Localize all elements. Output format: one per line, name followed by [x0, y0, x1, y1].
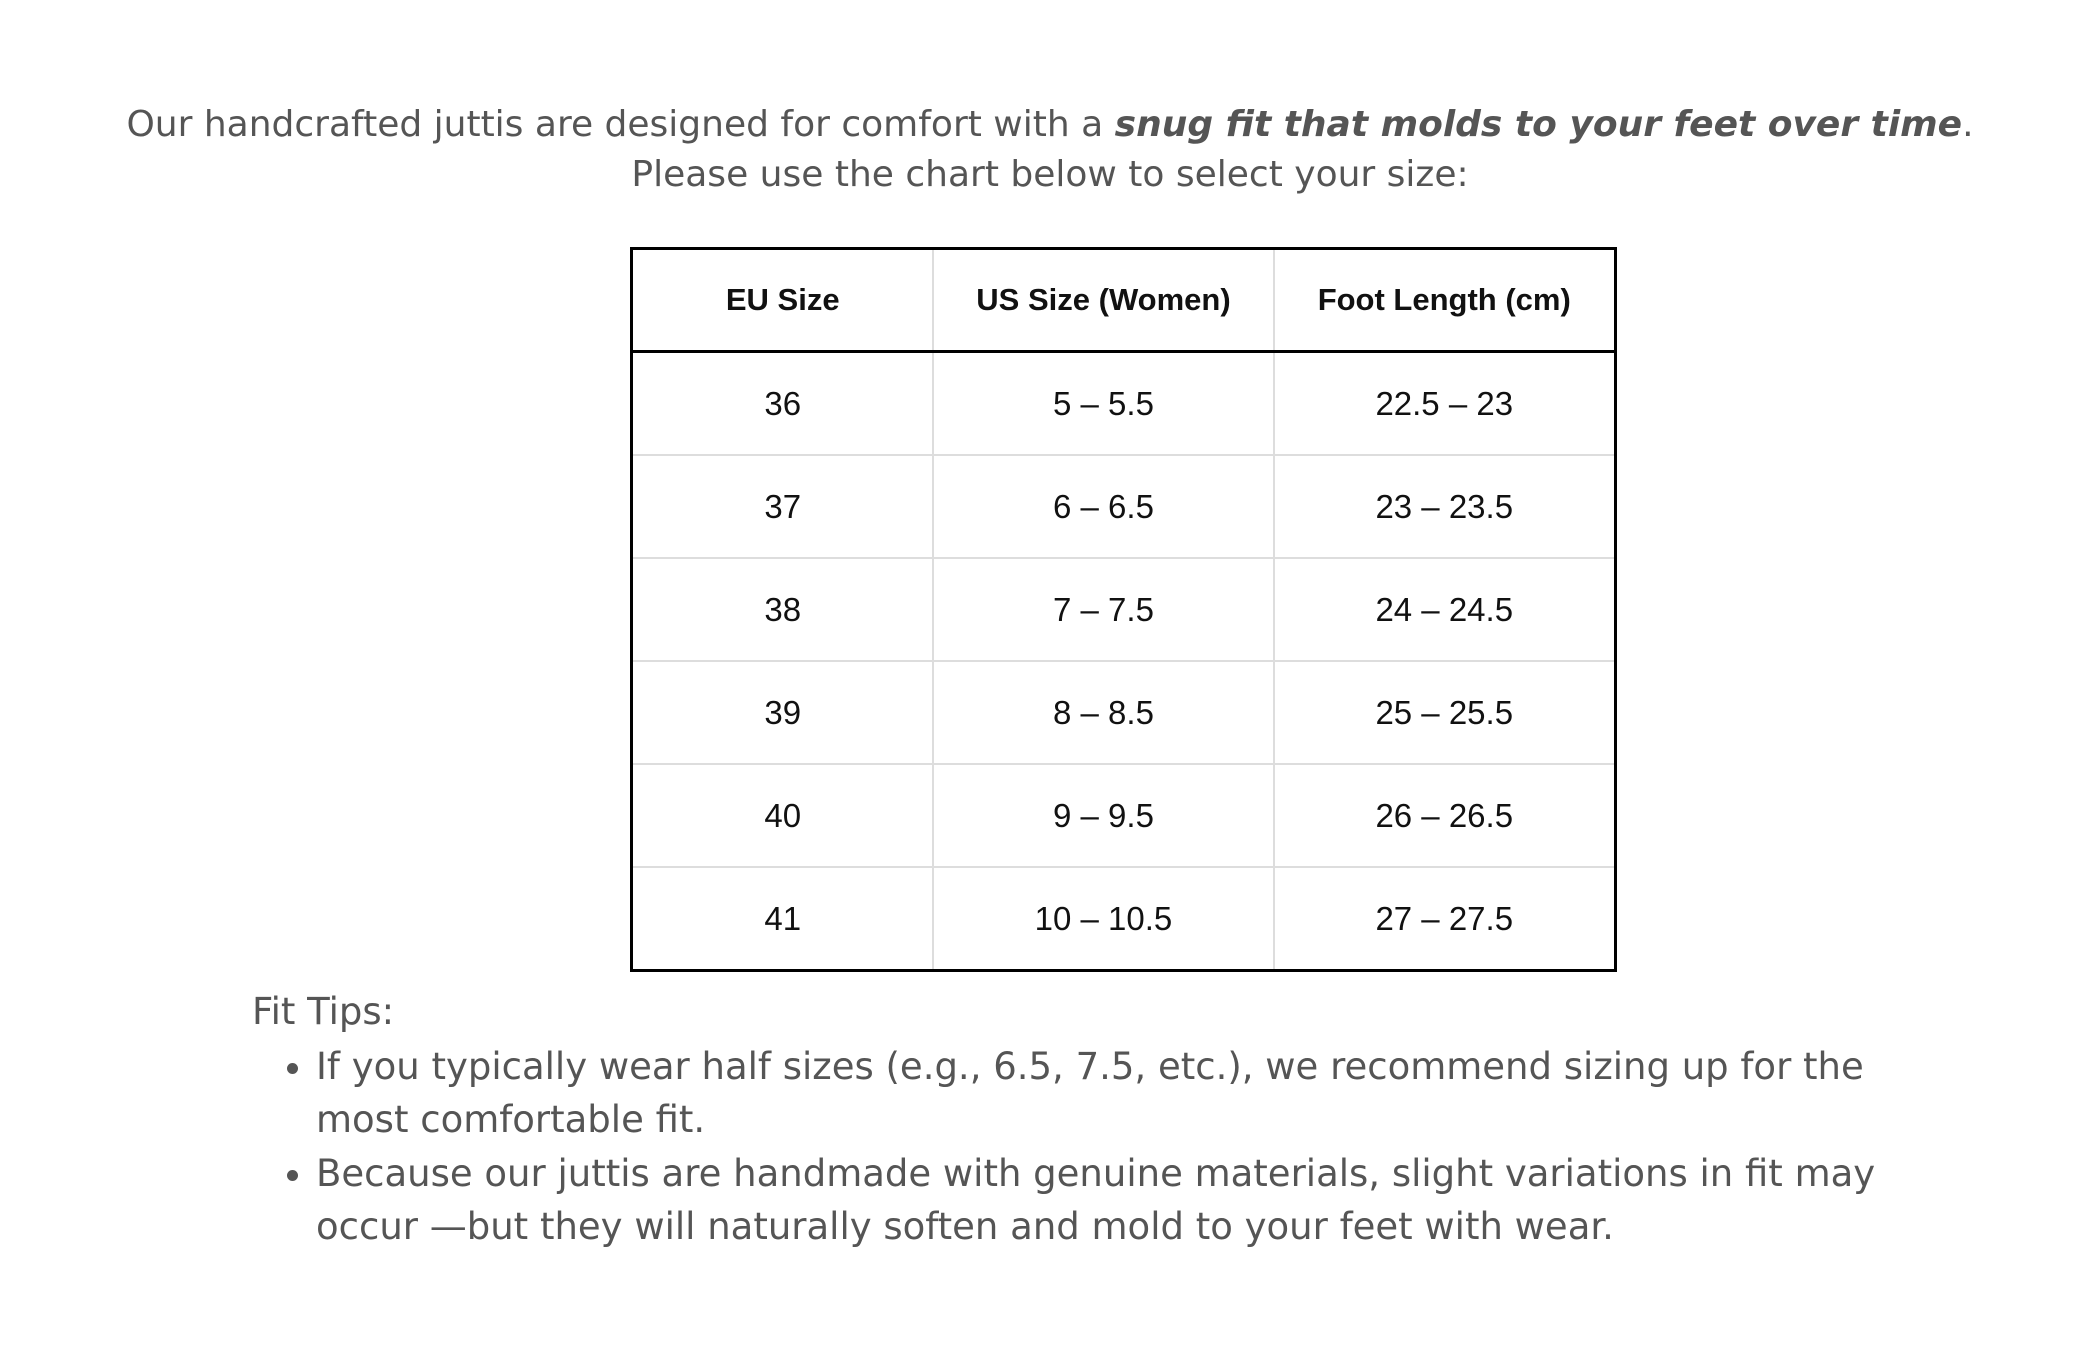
table-header-row	[632, 249, 1616, 352]
cell-foot-length: 26 – 26.5	[1274, 764, 1616, 867]
cell-eu-size: 37	[632, 455, 934, 558]
cell-foot-length: 25 – 25.5	[1274, 661, 1616, 764]
intro-line-1	[0, 100, 2100, 150]
header-eu-size: EU Size	[632, 249, 934, 352]
cell-us-size: 8 – 8.5	[933, 661, 1273, 764]
cell-eu-size: 38	[632, 558, 934, 661]
fit-tips-section	[252, 985, 1892, 1254]
fit-tips-list	[252, 1040, 1892, 1253]
cell-eu-size: 41	[632, 867, 934, 971]
cell-eu-size: 39	[632, 661, 934, 764]
cell-foot-length: 22.5 – 23	[1375, 384, 1514, 422]
header-us-size-women: US Size (Women)	[933, 249, 1273, 352]
cell-us-size: 10 – 10.5	[933, 867, 1273, 971]
intro-emphasis: snug fit that molds to your feet over time	[1114, 104, 1963, 145]
table-row	[632, 764, 1616, 867]
header-foot-length: Foot Length (cm)	[1274, 249, 1616, 352]
list-item: • If you typically wear half sizes (e.g., 6.5, 7.5, etc.), we recommend sizing up for the most comfortable fit.	[316, 1040, 1892, 1146]
table-row	[632, 352, 1616, 456]
cell-eu-size: 40	[632, 764, 934, 867]
table-row	[632, 867, 1616, 971]
size-chart-table	[630, 247, 1617, 972]
intro-text-before: Our handcrafted juttis are designed for comfort with a	[126, 104, 1115, 145]
cell-eu-size: 36	[632, 352, 934, 456]
cell-us-size: 7 – 7.5	[933, 558, 1273, 661]
cell-foot-length: 27 – 27.5	[1274, 867, 1616, 971]
table-row	[632, 661, 1616, 764]
fit-tips-title: Fit Tips:	[252, 990, 395, 1033]
table-row	[632, 455, 1616, 558]
cell-us-size: 5 – 5.5	[933, 352, 1273, 456]
cell-foot-length: 23 – 23.5	[1274, 455, 1616, 558]
cell-us-size: 9 – 9.5	[933, 764, 1273, 867]
intro-text-after: .	[1962, 104, 1974, 145]
table-row	[632, 558, 1616, 661]
cell-foot-length: 24 – 24.5	[1274, 558, 1616, 661]
list-item: • Because our juttis are handmade with genuine materials, slight variations in fit may occur —but they will naturally soften and mold to your feet with wear.	[316, 1147, 1892, 1253]
cell-us-size: 6 – 6.5	[933, 455, 1273, 558]
intro-paragraph	[0, 100, 2100, 200]
intro-line-2: Please use the chart below to select your size:	[631, 154, 1469, 195]
